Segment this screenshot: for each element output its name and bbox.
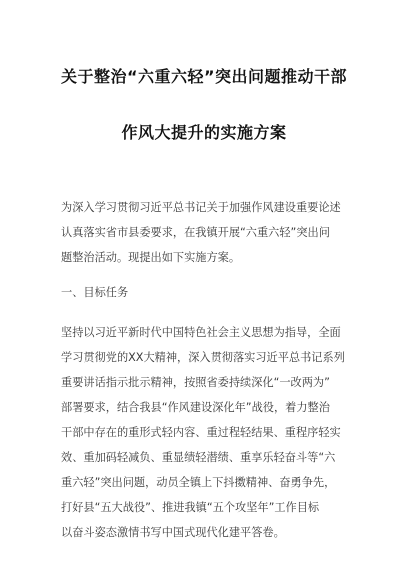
section-1-line: 学习贯彻党的XX大精神，深入贯彻落实习近平总书记系列 — [61, 351, 345, 364]
document-title-line-1: 关于整治“六重六轻”突出问题推动干部 — [60, 67, 348, 86]
section-1-line: 干部中存在的重形式轻内容、重过程轻结果、重程序轻实 — [61, 426, 341, 439]
section-1-line: 打好县“五大战役”、推进我镇“五个攻坚年”工作目标 — [61, 501, 320, 514]
section-1-line: 效、重加码轻减负、重显绩轻潜绩、重享乐轻奋斗等“六 — [61, 451, 336, 464]
intro-line: 题整治活动。现提出如下实施方案。 — [61, 251, 241, 264]
intro-line: 认真落实省市县委要求，在我镇开展“六重六轻”突出问 — [61, 226, 330, 239]
section-1-line: 坚持以习近平新时代中国特色社会主义思想为指导，全面 — [61, 326, 341, 339]
section-1-line: 以奋斗姿态激情书写中国式现代化建平答卷。 — [61, 526, 285, 539]
section-heading: 一、目标任务 — [61, 286, 129, 299]
section-1-line: 重要讲话指示批示精神，按照省委持续深化“一改两为” — [61, 376, 330, 389]
section-1-paragraph — [61, 320, 351, 545]
section-1-line: 部署要求，结合我县“作风建设深化年”战役，着力整治 — [61, 401, 330, 414]
section-1-line: 重六轻”突出问题，动员全镇上下抖擞精神、奋勇争先， — [61, 476, 336, 489]
intro-line: 为深入学习贯彻习近平总书记关于加强作风建设重要论述 — [61, 201, 341, 214]
document-title-line-2: 作风大提升的实施方案 — [121, 123, 287, 142]
intro-paragraph — [61, 195, 351, 270]
